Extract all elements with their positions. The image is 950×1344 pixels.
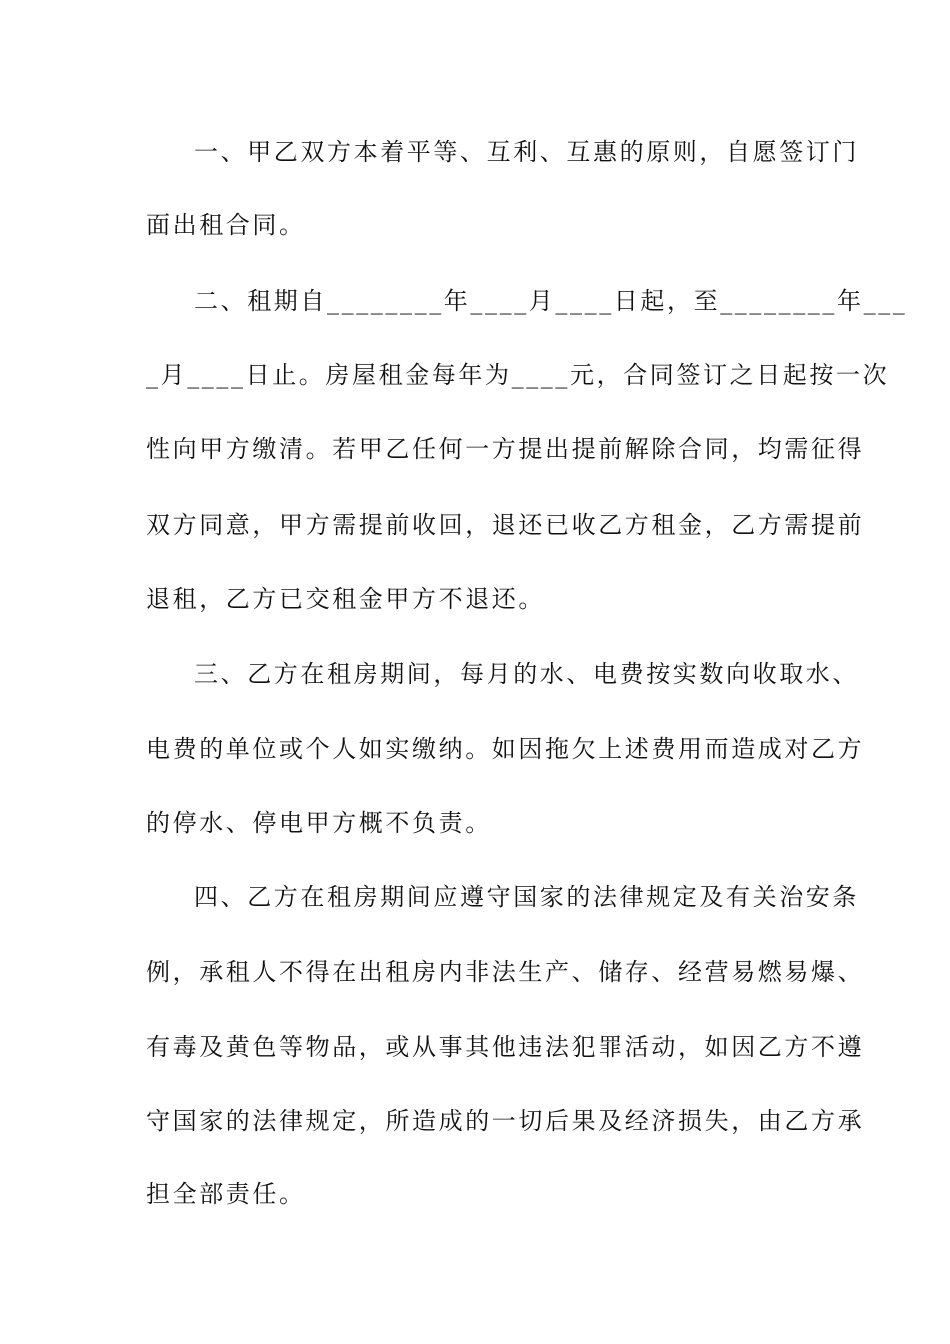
clause-3-line-2: 电费的单位或个人如实缴纳。如因拖欠上述费用而造成对乙方 [146,735,865,763]
clause-4-line-5: 担全部责任。 [146,1180,306,1208]
clause-4-line-2: 例，承租人不得在出租房内非法生产、储存、经营易燃易爆、 [146,958,865,986]
clause-2-line-2: _月____日止。房屋租金每年为____元，合同签订之日起按一次 [146,361,890,389]
clause-2-line-1: 二、租期自________年____月____日起，至________年___ [194,287,908,315]
clause-4-line-4: 守国家的法律规定，所造成的一切后果及经济损失，由乙方承 [146,1107,865,1135]
clause-2-line-3: 性向甲方缴清。若甲乙任何一方提出提前解除合同，均需征得 [146,435,865,463]
clause-2-line-5: 退租，乙方已交租金甲方不退还。 [146,585,545,613]
clause-3-line-1: 三、乙方在租房期间，每月的水、电费按实数向收取水、 [194,660,859,688]
clause-2-line-4: 双方同意，甲方需提前收回，退还已收乙方租金，乙方需提前 [146,511,865,539]
clause-1-line-1: 一、甲乙双方本着平等、互利、互惠的原则，自愿签订门 [194,138,859,166]
clause-4-line-3: 有毒及黄色等物品，或从事其他违法犯罪活动，如因乙方不遵 [146,1033,865,1061]
clause-4-line-1: 四、乙方在租房期间应遵守国家的法律规定及有关治安条 [194,883,859,911]
clause-3-line-3: 的停水、停电甲方概不负责。 [146,809,492,837]
clause-1-line-2: 面出租合同。 [146,211,306,239]
